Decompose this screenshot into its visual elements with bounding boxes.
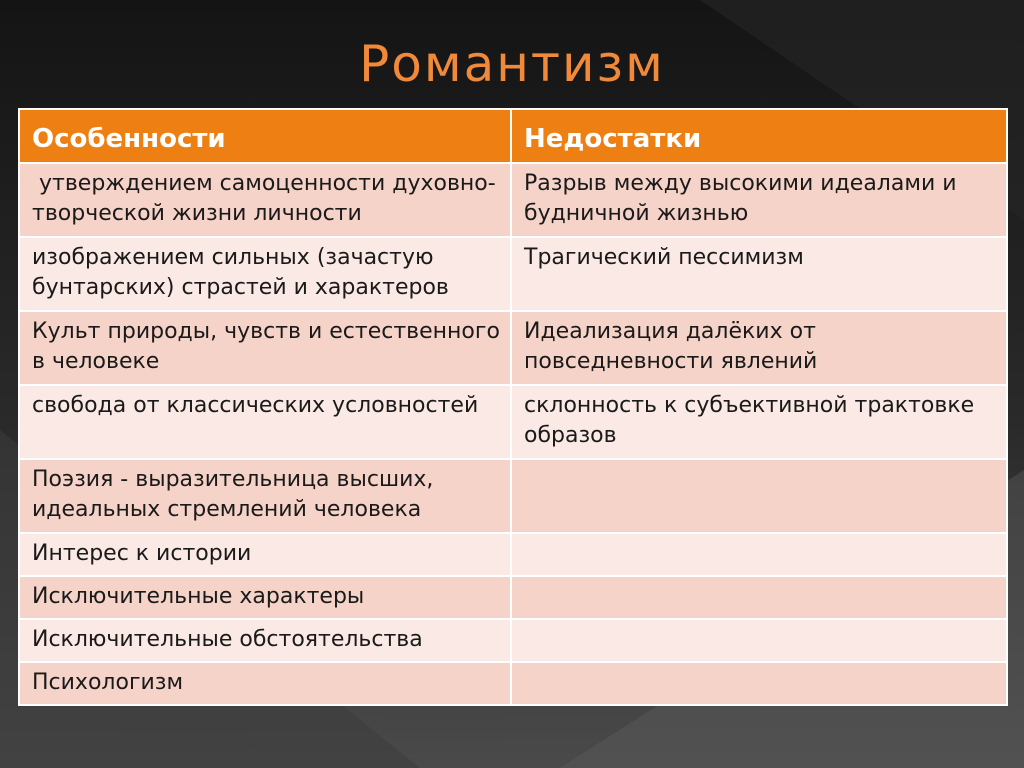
table-row bbox=[19, 163, 1007, 237]
drawback-cell bbox=[511, 619, 1007, 662]
drawback-cell: Трагический пессимизм bbox=[511, 237, 1007, 311]
drawback-cell: Идеализация далёких от повседневности явлений bbox=[511, 311, 1007, 385]
table-row bbox=[19, 662, 1007, 705]
feature-cell: Интерес к истории bbox=[19, 533, 511, 576]
feature-cell: Культ природы, чувств и естественного в человеке bbox=[19, 311, 511, 385]
drawback-cell bbox=[511, 576, 1007, 619]
feature-cell: Поэзия - выразительница высших, идеальных стремлений человека bbox=[19, 459, 511, 533]
feature-cell: Исключительные характеры bbox=[19, 576, 511, 619]
drawback-cell bbox=[511, 459, 1007, 533]
table-header-row bbox=[19, 109, 1007, 163]
feature-cell: Исключительные обстоятельства bbox=[19, 619, 511, 662]
header-features: Особенности bbox=[19, 109, 511, 163]
slide-title: Романтизм bbox=[359, 35, 665, 93]
table-row bbox=[19, 237, 1007, 311]
table-row bbox=[19, 619, 1007, 662]
table-row bbox=[19, 459, 1007, 533]
table-row bbox=[19, 311, 1007, 385]
table-row bbox=[19, 533, 1007, 576]
drawback-cell bbox=[511, 662, 1007, 705]
feature-cell: изображением сильных (зачастую бунтарских) страстей и характеров bbox=[19, 237, 511, 311]
feature-cell: свобода от классических условностей bbox=[19, 385, 511, 459]
drawback-cell: склонность к субъективной трактовке образов bbox=[511, 385, 1007, 459]
drawback-cell: Разрыв между высокими идеалами и будничной жизнью bbox=[511, 163, 1007, 237]
table-row bbox=[19, 385, 1007, 459]
feature-cell: утверждением самоценности духовно-творческой жизни личности bbox=[19, 163, 511, 237]
comparison-table bbox=[18, 108, 1008, 706]
header-drawbacks: Недостатки bbox=[511, 109, 1007, 163]
feature-cell: Психологизм bbox=[19, 662, 511, 705]
table-row bbox=[19, 576, 1007, 619]
drawback-cell bbox=[511, 533, 1007, 576]
